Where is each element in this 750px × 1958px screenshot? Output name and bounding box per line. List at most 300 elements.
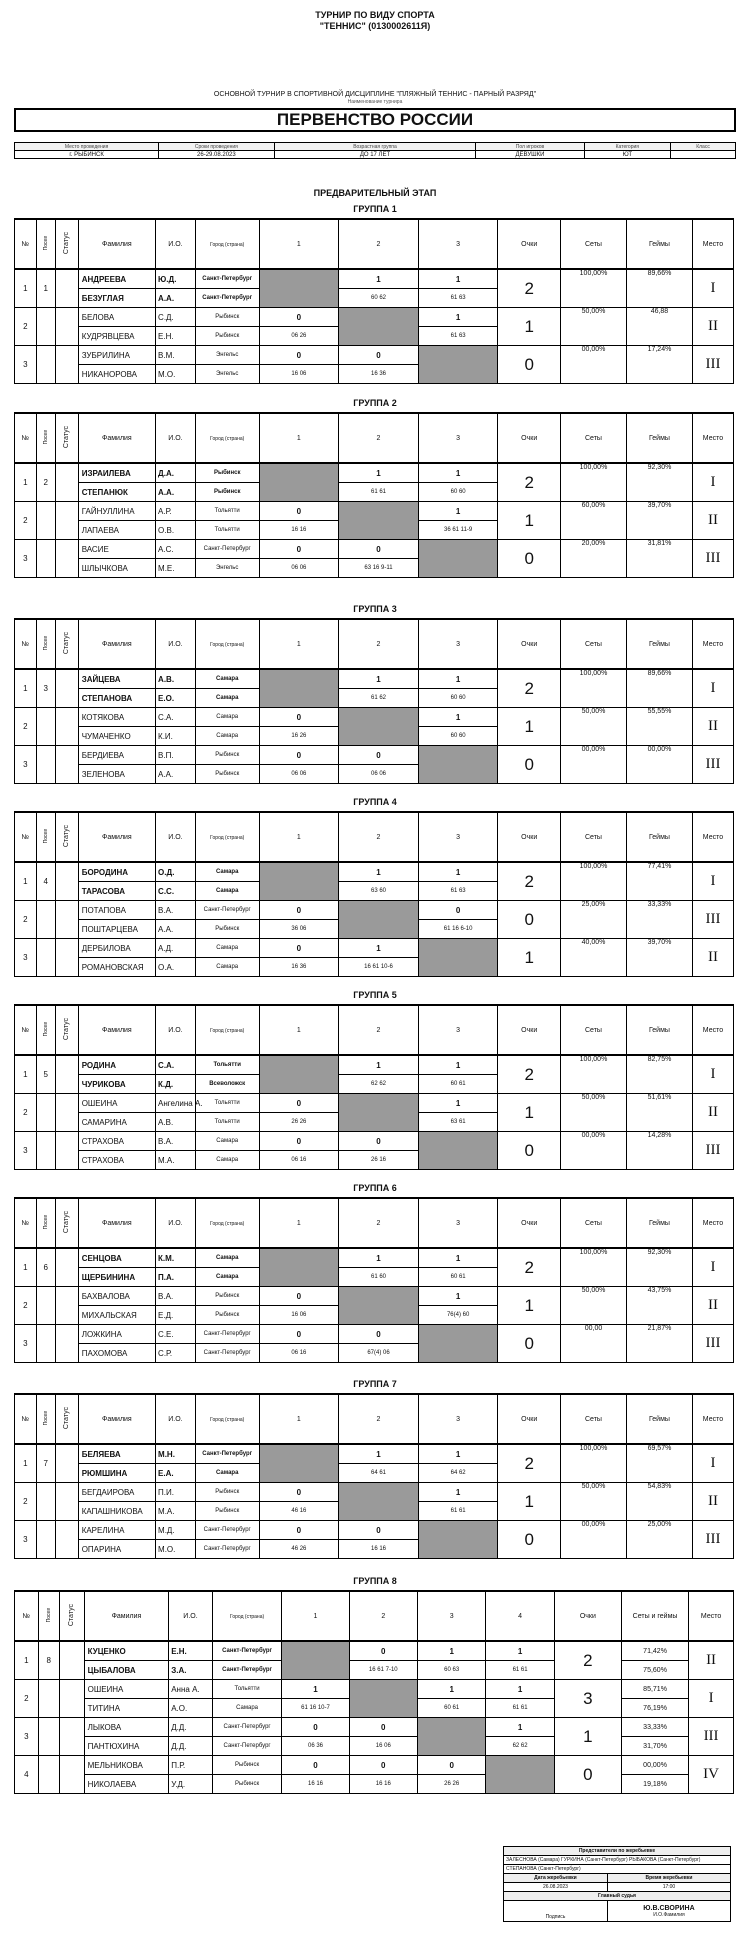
draw-time: 17:00 <box>607 1883 730 1892</box>
col-num <box>15 1394 37 1444</box>
col-surname-text: Фамилия <box>111 1612 142 1620</box>
partner-city: Рыбинск <box>195 765 259 784</box>
col-num-text: № <box>21 833 30 841</box>
match-result: 1 <box>418 862 498 882</box>
partner-city: Самара <box>195 1268 259 1287</box>
match-score: 26 16 <box>339 1151 419 1170</box>
row-seed: 7 <box>36 1444 55 1483</box>
col-place-text: Место <box>702 833 724 841</box>
partner-city: Тольятти <box>195 521 259 540</box>
match-result: 1 <box>417 1680 485 1699</box>
row-status <box>55 346 78 384</box>
row-number: 2 <box>15 901 37 939</box>
match-score: 16 06 <box>349 1737 417 1756</box>
match-score: 61 63 <box>418 882 498 901</box>
match-result: 1 <box>418 463 498 483</box>
player-surname: МЕЛЬНИКОВА <box>84 1756 169 1775</box>
match-score: 60 61 <box>418 1268 498 1287</box>
row-place: I <box>692 862 733 901</box>
row-points: 2 <box>498 669 561 708</box>
row-place: III <box>692 1132 733 1170</box>
partner-initials: А.А. <box>156 289 196 308</box>
match-score: 62 62 <box>339 1075 419 1094</box>
col-status-text: Статус <box>68 1603 76 1627</box>
col-opponent-1-text: 1 <box>296 640 301 648</box>
partner-city: Самара <box>195 689 259 708</box>
self-match-cell <box>418 1132 498 1170</box>
row-sets: 50,00% <box>561 308 627 346</box>
group-title: ГРУППА 4 <box>353 797 397 807</box>
partner-initials: А.В. <box>156 1113 196 1132</box>
player-surname: БОРОДИНА <box>78 862 155 882</box>
row-sets: 00,00% <box>561 746 627 784</box>
row-place: III <box>692 1325 733 1363</box>
row-games: 19,18% <box>621 1775 688 1794</box>
row-status <box>55 939 78 977</box>
col-status-text: Статус <box>63 1210 71 1234</box>
self-match-cell <box>339 1483 419 1521</box>
row-seed <box>36 540 55 578</box>
col-sets <box>561 1005 627 1055</box>
col-surname-text: Фамилия <box>102 1026 132 1034</box>
partner-surname: ТИТИНА <box>84 1699 169 1718</box>
col-place-text: Место <box>702 1219 724 1227</box>
table-row <box>15 901 734 920</box>
partner-city: Рыбинск <box>195 1306 259 1325</box>
col-opponent-2 <box>339 812 419 862</box>
partner-surname: ТАРАСОВА <box>78 882 155 901</box>
row-status <box>59 1641 84 1680</box>
table-row <box>15 1680 734 1699</box>
self-match-cell <box>418 746 498 784</box>
col-city <box>195 812 259 862</box>
row-status <box>59 1718 84 1756</box>
col-num-text: № <box>21 240 30 248</box>
match-result: 1 <box>339 463 419 483</box>
row-sets: 00,00% <box>561 1132 627 1170</box>
row-number: 3 <box>15 1718 39 1756</box>
table-row <box>15 269 734 289</box>
table-row-partner <box>15 1661 734 1680</box>
row-seed <box>36 1521 55 1559</box>
player-city: Самара <box>195 939 259 958</box>
player-surname: ГАЙНУЛЛИНА <box>78 502 155 521</box>
match-score: 46 16 <box>259 1502 339 1521</box>
row-seed <box>36 708 55 746</box>
row-status <box>55 1248 78 1287</box>
col-place <box>692 219 733 269</box>
row-status <box>59 1680 84 1718</box>
row-sets: 00,00% <box>621 1756 688 1775</box>
player-city: Санкт-Петербург <box>195 540 259 559</box>
col-seed-text: Посев <box>42 828 49 844</box>
player-surname: БЕЛОВА <box>78 308 155 327</box>
partner-surname: СТРАХОВА <box>78 1151 155 1170</box>
col-opponent-3 <box>417 1591 485 1641</box>
match-result: 1 <box>486 1718 554 1737</box>
col-status-text: Статус <box>63 631 71 655</box>
col-opponent-3 <box>418 1005 498 1055</box>
partner-initials: М.О. <box>156 1540 196 1559</box>
col-initials <box>156 219 196 269</box>
match-score: 61 63 <box>418 289 498 308</box>
match-score: 36 06 <box>259 920 339 939</box>
table-row <box>15 862 734 882</box>
row-sets: 00,00 <box>561 1325 627 1363</box>
col-city <box>195 1198 259 1248</box>
table-row <box>15 1483 734 1502</box>
player-initials: В.П. <box>156 746 196 765</box>
partner-surname: МИХАЛЬСКАЯ <box>78 1306 155 1325</box>
match-result: 0 <box>259 1521 339 1540</box>
match-result: 1 <box>417 1641 485 1661</box>
match-score: 16 16 <box>349 1775 417 1794</box>
match-result: 1 <box>418 1094 498 1113</box>
row-points: 2 <box>498 463 561 502</box>
group-table <box>14 412 734 578</box>
col-place <box>692 413 733 463</box>
player-initials: А.Д. <box>156 939 196 958</box>
row-number: 1 <box>15 1641 39 1680</box>
partner-initials: М.А. <box>156 1151 196 1170</box>
row-games: 82,75% <box>626 1055 692 1094</box>
player-initials: В.А. <box>156 901 196 920</box>
col-city <box>195 619 259 669</box>
player-city: Санкт-Петербург <box>212 1718 282 1737</box>
col-points-text: Очки <box>521 434 538 442</box>
player-city: Санкт-Петербург <box>195 1521 259 1540</box>
player-city: Самара <box>195 1248 259 1268</box>
seeded-text: ЗАЛЕСНОВА (Самара) ГУРКИНА (Санкт-Петербург) РЫБАКОВА (Санкт-Петербург) <box>504 1856 731 1865</box>
match-result: 1 <box>418 1444 498 1464</box>
col-games-text: Геймы <box>648 1219 670 1227</box>
info-label: Категория <box>584 143 671 151</box>
col-num <box>15 812 37 862</box>
self-match-cell <box>418 939 498 977</box>
self-match-cell <box>417 1718 485 1756</box>
col-status <box>55 1005 78 1055</box>
info-value: ДЕВУШКИ <box>476 151 584 159</box>
partner-initials: С.С. <box>156 882 196 901</box>
match-score: 16 61 7-10 <box>349 1661 417 1680</box>
match-score: 61 62 <box>339 689 419 708</box>
col-num <box>15 219 37 269</box>
table-row <box>15 939 734 958</box>
info-label: Место проведения <box>15 143 159 151</box>
player-initials: С.Д. <box>156 308 196 327</box>
partner-surname: ЧУРИКОВА <box>78 1075 155 1094</box>
col-opponent-1-text: 1 <box>296 434 301 442</box>
row-status <box>55 1132 78 1170</box>
col-opponent-3 <box>418 1198 498 1248</box>
row-status <box>55 862 78 901</box>
partner-surname: ОПАРИНА <box>78 1540 155 1559</box>
player-initials: О.Д. <box>156 862 196 882</box>
col-seed-text: Посев <box>45 1607 52 1623</box>
col-seed-text: Посев <box>42 1410 49 1426</box>
self-match-cell <box>418 1325 498 1363</box>
table-row-partner <box>15 1775 734 1794</box>
row-points: 2 <box>498 1055 561 1094</box>
match-score: 16 36 <box>259 958 339 977</box>
row-games: 39,70% <box>626 502 692 540</box>
table-row-partner <box>15 1737 734 1756</box>
col-seed-text: Посев <box>42 1021 49 1037</box>
self-match-cell <box>259 1055 339 1094</box>
player-city: Самара <box>195 862 259 882</box>
col-seed <box>36 1005 55 1055</box>
group-table <box>14 218 734 384</box>
partner-initials: Е.Н. <box>156 327 196 346</box>
partner-city: Санкт-Петербург <box>195 1344 259 1363</box>
match-score: 16 61 10-6 <box>339 958 419 977</box>
player-initials: С.Е. <box>156 1325 196 1344</box>
self-match-cell <box>259 1444 339 1483</box>
match-result: 0 <box>259 1483 339 1502</box>
col-opponent-1 <box>259 812 339 862</box>
row-number: 3 <box>15 1521 37 1559</box>
group-table <box>14 1590 734 1794</box>
row-sets: 50,00% <box>561 708 627 746</box>
row-games: 14,28% <box>626 1132 692 1170</box>
partner-initials: С.Р. <box>156 1344 196 1363</box>
match-score: 67(4) 06 <box>339 1344 419 1363</box>
col-opponent-2-text: 2 <box>376 1026 381 1034</box>
match-score: 76(4) 60 <box>418 1306 498 1325</box>
row-seed: 5 <box>36 1055 55 1094</box>
row-sets: 50,00% <box>561 1094 627 1132</box>
col-place-text: Место <box>702 1026 724 1034</box>
col-opponent-2-text: 2 <box>376 434 381 442</box>
row-sets: 100,00% <box>561 862 627 901</box>
match-score: 63 60 <box>339 882 419 901</box>
col-opponent-2 <box>339 1005 419 1055</box>
col-opponent-2-text: 2 <box>376 833 381 841</box>
table-row <box>15 1444 734 1464</box>
row-number: 3 <box>15 1132 37 1170</box>
partner-initials: У.Д. <box>169 1775 213 1794</box>
col-opponent-4 <box>486 1591 554 1641</box>
player-surname: ВАСИЕ <box>78 540 155 559</box>
row-points: 1 <box>498 1094 561 1132</box>
player-city: Санкт-Петербург <box>212 1641 282 1661</box>
col-num-text: № <box>21 434 30 442</box>
col-opponent-4-text: 4 <box>518 1612 523 1620</box>
match-score: 46 26 <box>259 1540 339 1559</box>
col-city-text: Город (страна) <box>210 1220 245 1227</box>
col-city <box>212 1591 282 1641</box>
referee-label: Главный судья <box>504 1892 731 1901</box>
match-score: 26 26 <box>259 1113 339 1132</box>
row-number: 4 <box>15 1756 39 1794</box>
table-row <box>15 540 734 559</box>
col-opponent-2 <box>339 219 419 269</box>
col-status <box>55 619 78 669</box>
row-sets: 100,00% <box>561 269 627 308</box>
row-sets: 60,00% <box>561 502 627 540</box>
col-surname <box>78 812 155 862</box>
partner-surname: КУДРЯВЦЕВА <box>78 327 155 346</box>
col-initials <box>156 812 196 862</box>
player-surname: КАРЕЛИНА <box>78 1521 155 1540</box>
partner-surname: РЮМШИНА <box>78 1464 155 1483</box>
col-surname-text: Фамилия <box>102 833 132 841</box>
partner-initials: М.А. <box>156 1502 196 1521</box>
col-points <box>498 219 561 269</box>
group-table <box>14 811 734 977</box>
partner-city: Рыбинск <box>195 327 259 346</box>
self-match-cell <box>349 1680 417 1718</box>
col-city <box>195 413 259 463</box>
col-games <box>626 219 692 269</box>
match-result: 0 <box>259 939 339 958</box>
group-table <box>14 1004 734 1170</box>
row-games: 21,87% <box>626 1325 692 1363</box>
player-surname: ОШЕИНА <box>84 1680 169 1699</box>
match-result: 1 <box>339 669 419 689</box>
row-games: 39,70% <box>626 939 692 977</box>
info-label: Возрастная группа <box>274 143 476 151</box>
col-surname-text: Фамилия <box>102 434 132 442</box>
player-initials: П.Р. <box>169 1756 213 1775</box>
row-sets: 33,33% <box>621 1718 688 1737</box>
partner-initials: Е.Д. <box>156 1306 196 1325</box>
table-row <box>15 708 734 727</box>
row-sets: 50,00% <box>561 1287 627 1325</box>
row-place: III <box>692 1521 733 1559</box>
col-opponent-3-text: 3 <box>456 1219 461 1227</box>
col-city-text: Город (страна) <box>210 435 245 442</box>
match-result: 0 <box>259 540 339 559</box>
row-number: 3 <box>15 346 37 384</box>
row-number: 2 <box>15 308 37 346</box>
self-match-cell <box>418 346 498 384</box>
match-score: 64 62 <box>418 1464 498 1483</box>
self-match-cell <box>339 1287 419 1325</box>
match-result: 1 <box>418 669 498 689</box>
match-result: 0 <box>282 1718 349 1737</box>
row-points: 2 <box>498 269 561 308</box>
info-value: ЮТ <box>584 151 671 159</box>
match-result: 1 <box>418 1248 498 1268</box>
partner-initials: П.А. <box>156 1268 196 1287</box>
row-number: 2 <box>15 502 37 540</box>
match-score: 60 61 <box>418 1075 498 1094</box>
row-place: IV <box>689 1756 734 1794</box>
partner-initials: А.А. <box>156 920 196 939</box>
self-match-cell <box>259 669 339 708</box>
col-sets <box>561 1198 627 1248</box>
row-games: 89,66% <box>626 669 692 708</box>
col-opponent-1-text: 1 <box>296 1415 301 1423</box>
col-points <box>498 1394 561 1444</box>
row-points: 0 <box>498 346 561 384</box>
seeded-title: Представители по жеребьевке <box>504 1847 731 1856</box>
partner-surname: ЧУМАЧЕНКО <box>78 727 155 746</box>
match-score: 06 06 <box>339 765 419 784</box>
col-initials-text: И.О. <box>168 1415 183 1423</box>
player-surname: ЗАЙЦЕВА <box>78 669 155 689</box>
row-sets: 100,00% <box>561 669 627 708</box>
partner-city: Санкт-Петербург <box>212 1661 282 1680</box>
player-city: Тольятти <box>195 502 259 521</box>
match-score: 60 60 <box>418 483 498 502</box>
col-initials <box>156 619 196 669</box>
col-sets-text: Сеты <box>585 833 602 841</box>
player-city: Санкт-Петербург <box>195 901 259 920</box>
match-score: 62 62 <box>486 1737 554 1756</box>
col-place-text: Место <box>700 1612 722 1620</box>
col-place-text: Место <box>702 240 724 248</box>
header-line-2: "ТЕННИС" (0130002611Я) <box>319 21 431 31</box>
col-initials-text: И.О. <box>168 833 183 841</box>
col-place-text: Место <box>702 1415 724 1423</box>
row-place: II <box>692 1287 733 1325</box>
match-result: 0 <box>349 1718 417 1737</box>
row-points: 1 <box>498 308 561 346</box>
player-initials: М.Д. <box>156 1521 196 1540</box>
col-surname-text: Фамилия <box>102 1415 132 1423</box>
row-place: II <box>692 502 733 540</box>
row-games: 51,61% <box>626 1094 692 1132</box>
draw-time-label: Время жеребьевки <box>607 1874 730 1883</box>
partner-surname: ЩЕРБИНИНА <box>78 1268 155 1287</box>
row-games: 00,00% <box>626 746 692 784</box>
player-city: Санкт-Петербург <box>195 1444 259 1464</box>
group-header-row <box>15 619 734 669</box>
table-row <box>15 1756 734 1775</box>
row-seed <box>36 1325 55 1363</box>
self-match-cell <box>282 1641 349 1680</box>
row-seed <box>36 502 55 540</box>
player-city: Рыбинск <box>195 746 259 765</box>
row-number: 1 <box>15 1248 37 1287</box>
col-num-text: № <box>21 1415 30 1423</box>
partner-city: Тольятти <box>195 1113 259 1132</box>
footer-table <box>503 1846 731 1922</box>
col-place <box>692 812 733 862</box>
match-score: 61 16 10-7 <box>282 1699 349 1718</box>
row-points: 1 <box>554 1718 621 1756</box>
partner-initials: О.А. <box>156 958 196 977</box>
row-number: 1 <box>15 269 37 308</box>
match-score: 16 36 <box>339 365 419 384</box>
col-city <box>195 1394 259 1444</box>
col-status <box>55 413 78 463</box>
self-match-cell <box>339 1094 419 1132</box>
col-points-text: Очки <box>521 640 538 648</box>
match-result: 0 <box>259 1132 339 1151</box>
col-opponent-1 <box>259 1005 339 1055</box>
row-seed <box>38 1756 59 1794</box>
player-initials: С.А. <box>156 1055 196 1075</box>
table-row <box>15 1248 734 1268</box>
row-place: I <box>692 463 733 502</box>
row-points: 0 <box>498 1521 561 1559</box>
col-sets-text: Сеты <box>585 1026 602 1034</box>
match-result: 0 <box>339 1132 419 1151</box>
match-result: 0 <box>259 901 339 920</box>
col-num-text: № <box>21 1026 30 1034</box>
col-opponent-3-text: 3 <box>449 1612 454 1620</box>
row-points: 3 <box>554 1680 621 1718</box>
row-points: 1 <box>498 502 561 540</box>
row-number: 3 <box>15 1325 37 1363</box>
row-status <box>55 1325 78 1363</box>
table-row <box>15 502 734 521</box>
group-title: ГРУППА 2 <box>353 398 397 408</box>
row-place: III <box>692 346 733 384</box>
